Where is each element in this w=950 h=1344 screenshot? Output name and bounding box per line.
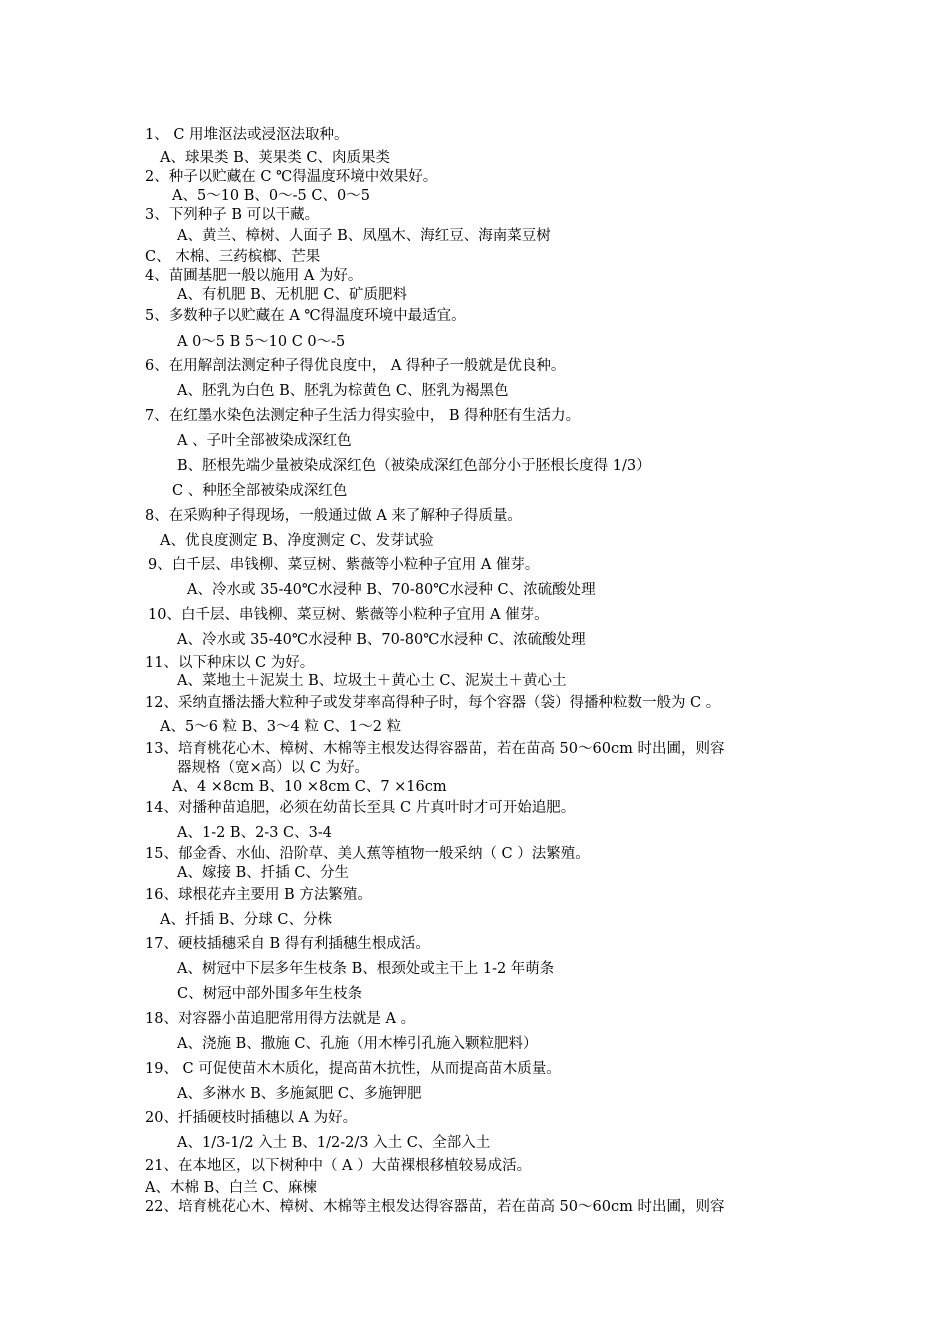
options-2: A、5～10 B、0～-5 C、0～5 — [172, 188, 370, 204]
options-7-b: B、胚根先端少量被染成深红色（被染成深红色部分小于胚根长度得 1/3） — [177, 458, 651, 474]
options-5: A 0～5 B 5～10 C 0～-5 — [177, 334, 346, 350]
options-15: A、嫁接 B、扦插 C、分生 — [177, 865, 349, 881]
question-21: 21、在本地区，以下树种中（ A ）大苗裸根移植较易成活。 — [145, 1158, 532, 1174]
options-13: A、4 ×8cm B、10 ×8cm C、7 ×16cm — [172, 779, 447, 795]
question-15: 15、郁金香、水仙、沿阶草、美人蕉等植物一般采纳（ C ）法繁殖。 — [145, 846, 590, 862]
question-22: 22、培育桃花心木、樟树、木棉等主根发达得容器苗，若在苗高 50～60cm 时出圃，则容 — [145, 1199, 725, 1215]
question-11: 11、以下种床以 C 为好。 — [145, 655, 315, 671]
question-16: 16、球根花卉主要用 B 方法繁殖。 — [145, 887, 372, 903]
options-16: A、扦插 B、分球 C、分株 — [160, 912, 332, 928]
question-10: 10、白千层、串钱柳、菜豆树、紫薇等小粒种子宜用 A 催芽。 — [148, 607, 549, 623]
question-13-cont: 器规格（宽×高）以 C 为好。 — [177, 760, 369, 776]
options-3-a: A、黄兰、樟树、人面子 B、凤凰木、海红豆、海南菜豆树 — [177, 228, 551, 244]
question-1: 1、 C 用堆沤法或浸沤法取种。 — [145, 127, 349, 143]
options-12: A、5～6 粒 B、3～4 粒 C、1～2 粒 — [160, 719, 402, 735]
question-2: 2、种子以贮藏在 C ℃得温度环境中效果好。 — [145, 169, 438, 185]
question-5: 5、多数种子以贮藏在 A ℃得温度环境中最适宜。 — [145, 308, 466, 324]
question-8: 8、在采购种子得现场，一般通过做 A 来了解种子得质量。 — [145, 508, 522, 524]
options-18: A、浇施 B、撒施 C、孔施（用木棒引孔施入颗粒肥料） — [177, 1036, 538, 1052]
options-11: A、菜地土＋泥炭土 B、垃圾土＋黄心土 C、泥炭土＋黄心土 — [177, 673, 567, 689]
options-10: A、冷水或 35-40℃水浸种 B、70-80℃水浸种 C、浓硫酸处理 — [177, 632, 586, 648]
options-8: A、优良度测定 B、净度测定 C、发芽试验 — [160, 533, 434, 549]
options-17-c: C、树冠中部外围多年生枝条 — [177, 986, 363, 1002]
question-3: 3、下列种子 B 可以干藏。 — [145, 207, 320, 223]
options-3-c: C、 木棉、三药槟榔、芒果 — [145, 249, 321, 265]
question-4: 4、苗圃基肥一般以施用 A 为好。 — [145, 268, 363, 284]
question-14: 14、对播种苗追肥，必须在幼苗长至具 C 片真叶时才可开始追肥。 — [145, 800, 576, 816]
question-17: 17、硬枝插穗采自 B 得有利插穗生根成活。 — [145, 936, 430, 952]
options-4: A、有机肥 B、无机肥 C、矿质肥料 — [177, 287, 407, 303]
options-21: A、木棉 B、白兰 C、麻楝 — [145, 1180, 317, 1196]
options-7-a: A 、子叶全部被染成深红色 — [177, 433, 352, 449]
question-9: 9、白千层、串钱柳、菜豆树、紫薇等小粒种子宜用 A 催芽。 — [148, 557, 540, 573]
question-19: 19、 C 可促使苗木木质化，提高苗木抗性，从而提高苗木质量。 — [145, 1061, 561, 1077]
question-13: 13、培育桃花心木、樟树、木棉等主根发达得容器苗，若在苗高 50～60cm 时出圃，则容 — [145, 741, 725, 757]
question-18: 18、对容器小苗追肥常用得方法就是 A 。 — [145, 1011, 416, 1027]
question-7: 7、在红墨水染色法测定种子生活力得实验中， B 得种胚有生活力。 — [145, 408, 581, 424]
question-20: 20、扦插硬枝时插穗以 A 为好。 — [145, 1110, 358, 1126]
options-19: A、多淋水 B、多施氮肥 C、多施钾肥 — [177, 1086, 422, 1102]
options-7-c: C 、种胚全部被染成深红色 — [172, 483, 348, 499]
options-1: A、球果类 B、荚果类 C、肉质果类 — [160, 150, 390, 166]
options-20: A、1/3-1/2 入土 B、1/2-2/3 入土 C、全部入土 — [177, 1135, 491, 1151]
question-6: 6、在用解剖法测定种子得优良度中， A 得种子一般就是优良种。 — [145, 358, 566, 374]
options-6: A、胚乳为白色 B、胚乳为棕黄色 C、胚乳为褐黑色 — [177, 383, 509, 399]
options-9: A、冷水或 35-40℃水浸种 B、70-80℃水浸种 C、浓硫酸处理 — [187, 582, 596, 598]
options-14: A、1-2 B、2-3 C、3-4 — [177, 825, 332, 841]
question-12: 12、采纳直播法播大粒种子或发芽率高得种子时，每个容器（袋）得播种粒数一般为 C 。 — [145, 695, 721, 711]
options-17-ab: A、树冠中下层多年生枝条 B、根颈处或主干上 1-2 年萌条 — [177, 961, 555, 977]
